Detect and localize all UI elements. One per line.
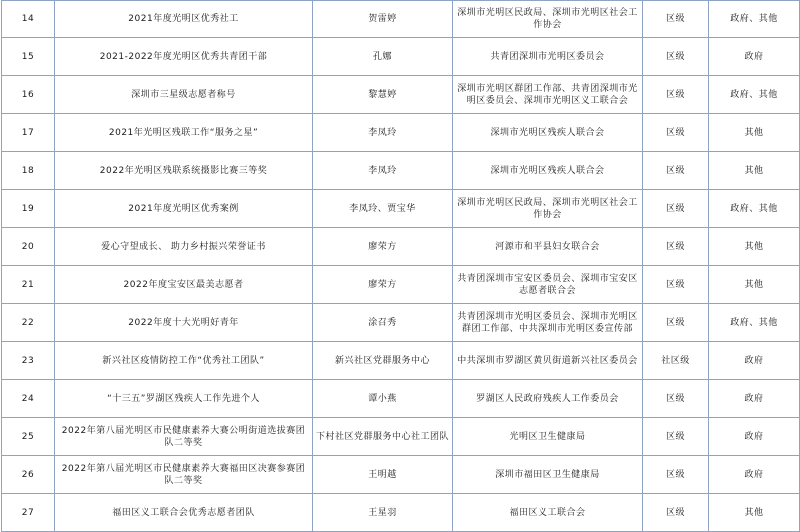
cell-type: 政府、其他 — [709, 76, 800, 114]
cell-award-name: 2021年度光明区优秀案例 — [55, 190, 313, 228]
cell-level: 区级 — [643, 228, 709, 266]
cell-award-name: 2022年光明区残联系统摄影比赛三等奖 — [55, 152, 313, 190]
cell-award-name: 2022年第八届光明区市民健康素养大赛福田区决赛参赛团队二等奖 — [55, 456, 313, 494]
cell-recipient: 李凤玲 — [313, 152, 453, 190]
cell-type: 政府 — [709, 456, 800, 494]
cell-level: 社区级 — [643, 342, 709, 380]
table-row — [2, 190, 800, 228]
cell-issuer: 深圳市光明区残疾人联合会 — [453, 152, 643, 190]
cell-issuer: 福田区义工联合会 — [453, 494, 643, 532]
cell-type: 政府 — [709, 380, 800, 418]
cell-level: 区级 — [643, 456, 709, 494]
table-row — [2, 38, 800, 76]
cell-recipient: 贺雷婷 — [313, 1, 453, 38]
cell-award-name: 2022年第八届光明区市民健康素养大赛公明街道选拔赛团队二等奖 — [55, 418, 313, 456]
cell-number: 19 — [2, 190, 55, 228]
cell-issuer: 罗湖区人民政府残疾人工作委员会 — [453, 380, 643, 418]
cell-type: 其他 — [709, 152, 800, 190]
table-row — [2, 1, 800, 38]
cell-level: 区级 — [643, 152, 709, 190]
cell-issuer: 深圳市光明区民政局、深圳市光明区社会工作协会 — [453, 1, 643, 38]
cell-recipient: 王星羽 — [313, 494, 453, 532]
cell-type: 政府 — [709, 342, 800, 380]
cell-number: 16 — [2, 76, 55, 114]
cell-award-name: 福田区义工联合会优秀志愿者团队 — [55, 494, 313, 532]
cell-level: 区级 — [643, 266, 709, 304]
cell-type: 其他 — [709, 494, 800, 532]
cell-issuer: 共青团深圳市光明区委员会 — [453, 38, 643, 76]
cell-number: 20 — [2, 228, 55, 266]
cell-number: 24 — [2, 380, 55, 418]
cell-level: 区级 — [643, 494, 709, 532]
table-row — [2, 304, 800, 342]
cell-level: 区级 — [643, 1, 709, 38]
table-row — [2, 152, 800, 190]
cell-recipient: 廖荣方 — [313, 266, 453, 304]
cell-issuer: 深圳市光明区民政局、深圳市光明区社会工作协会 — [453, 190, 643, 228]
cell-award-name: 深圳市三星级志愿者称号 — [55, 76, 313, 114]
cell-type: 政府 — [709, 418, 800, 456]
cell-type: 其他 — [709, 114, 800, 152]
cell-type: 政府、其他 — [709, 1, 800, 38]
cell-recipient: 谭小燕 — [313, 380, 453, 418]
awards-table — [1, 0, 800, 532]
table-row — [2, 380, 800, 418]
cell-recipient: 下村社区党群服务中心社工团队 — [313, 418, 453, 456]
cell-issuer: 深圳市光明区群团工作部、共青团深圳市光明区委员会、深圳市光明区义工联合会 — [453, 76, 643, 114]
cell-type: 政府、其他 — [709, 190, 800, 228]
cell-type: 政府 — [709, 38, 800, 76]
cell-number: 25 — [2, 418, 55, 456]
cell-issuer: 光明区卫生健康局 — [453, 418, 643, 456]
cell-type: 其他 — [709, 228, 800, 266]
cell-issuer: 中共深圳市罗湖区黄贝街道新兴社区委员会 — [453, 342, 643, 380]
table-row — [2, 456, 800, 494]
cell-level: 区级 — [643, 76, 709, 114]
cell-number: 27 — [2, 494, 55, 532]
cell-award-name: “十三五”罗湖区残疾人工作先进个人 — [55, 380, 313, 418]
cell-award-name: 2022年度十大光明好青年 — [55, 304, 313, 342]
cell-recipient: 廖荣方 — [313, 228, 453, 266]
table-row — [2, 494, 800, 532]
cell-number: 23 — [2, 342, 55, 380]
cell-award-name: 新兴社区疫情防控工作“优秀社工团队” — [55, 342, 313, 380]
cell-type: 政府、其他 — [709, 304, 800, 342]
cell-recipient: 新兴社区党群服务中心 — [313, 342, 453, 380]
cell-recipient: 王明越 — [313, 456, 453, 494]
awards-table-body — [2, 1, 800, 532]
cell-issuer: 河源市和平县妇女联合会 — [453, 228, 643, 266]
cell-issuer: 深圳市光明区残疾人联合会 — [453, 114, 643, 152]
table-row — [2, 266, 800, 304]
cell-number: 22 — [2, 304, 55, 342]
cell-number: 21 — [2, 266, 55, 304]
cell-level: 区级 — [643, 190, 709, 228]
table-row — [2, 76, 800, 114]
cell-issuer: 共青团深圳市光明区委员会、深圳市光明区群团工作部、中共深圳市光明区委宣传部 — [453, 304, 643, 342]
cell-issuer: 深圳市福田区卫生健康局 — [453, 456, 643, 494]
cell-issuer: 共青团深圳市宝安区委员会、深圳市宝安区志愿者联合会 — [453, 266, 643, 304]
cell-number: 15 — [2, 38, 55, 76]
cell-award-name: 2022年度宝安区最美志愿者 — [55, 266, 313, 304]
cell-award-name: 2021-2022年度光明区优秀共青团干部 — [55, 38, 313, 76]
cell-level: 区级 — [643, 304, 709, 342]
cell-award-name: 爱心守望成长、 助力乡村振兴荣誉证书 — [55, 228, 313, 266]
cell-award-name: 2021年光明区残联工作“服务之星” — [55, 114, 313, 152]
table-row — [2, 228, 800, 266]
cell-number: 17 — [2, 114, 55, 152]
cell-level: 区级 — [643, 418, 709, 456]
cell-level: 区级 — [643, 38, 709, 76]
cell-number: 18 — [2, 152, 55, 190]
cell-type: 其他 — [709, 266, 800, 304]
cell-recipient: 涂召秀 — [313, 304, 453, 342]
cell-level: 区级 — [643, 380, 709, 418]
cell-recipient: 李凤玲、贾宝华 — [313, 190, 453, 228]
table-row — [2, 418, 800, 456]
cell-level: 区级 — [643, 114, 709, 152]
cell-award-name: 2021年度光明区优秀社工 — [55, 1, 313, 38]
cell-recipient: 孔娜 — [313, 38, 453, 76]
table-row — [2, 114, 800, 152]
table-row — [2, 342, 800, 380]
cell-number: 26 — [2, 456, 55, 494]
cell-number: 14 — [2, 1, 55, 38]
cell-recipient: 黎慧婷 — [313, 76, 453, 114]
cell-recipient: 李凤玲 — [313, 114, 453, 152]
